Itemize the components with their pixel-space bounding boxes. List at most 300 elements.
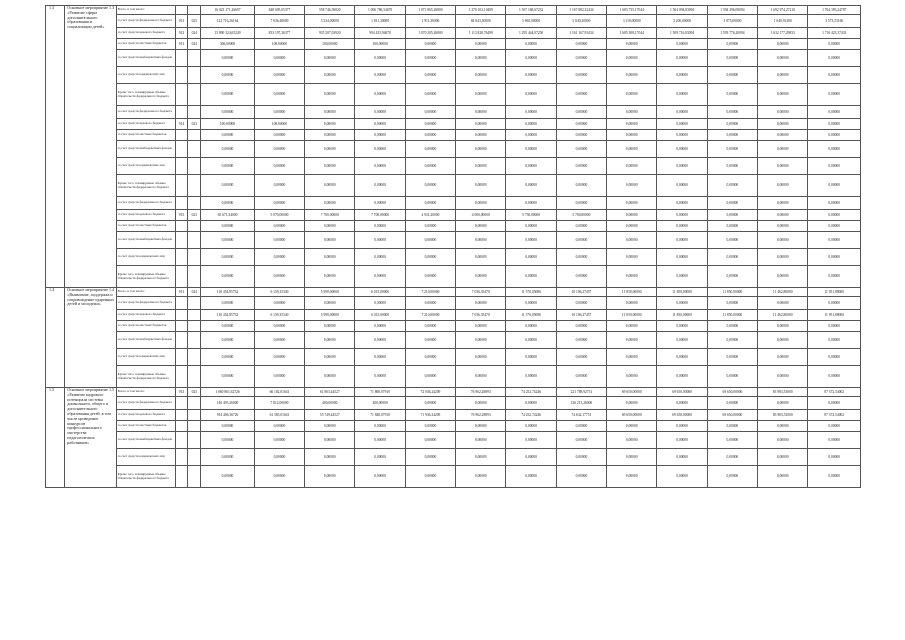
- year-value-cell: 0,00000: [657, 466, 707, 488]
- grbs-code: 913: [175, 15, 188, 28]
- year-value-cell: 7 812,00000: [254, 397, 304, 410]
- year-value-cell: 0,00000: [405, 432, 455, 449]
- year-value-cell: 0,00000: [758, 432, 808, 449]
- year-value-cell: 0,00000: [758, 466, 808, 488]
- year-value-cell: 0,00000: [707, 84, 757, 106]
- year-value-cell: 0,00000: [355, 141, 405, 158]
- year-value-cell: 5 990,00000: [305, 310, 355, 321]
- year-value-cell: 0,00000: [355, 106, 405, 119]
- year-value-cell: 0,00000: [758, 266, 808, 288]
- grbs-code: [175, 397, 188, 410]
- total-value-cell: 0,00000: [201, 432, 255, 449]
- total-value-cell: 110 454,85732: [201, 288, 255, 297]
- total-value-cell: 0,00000: [201, 249, 255, 266]
- year-value-cell: 0,00000: [456, 106, 506, 119]
- total-value-cell: 110 454,85732: [201, 310, 255, 321]
- year-value-cell: 1 911,30000: [405, 15, 455, 28]
- year-value-cell: 0,00000: [707, 449, 757, 466]
- year-value-cell: 0,00000: [405, 141, 455, 158]
- year-value-cell: 0,00000: [808, 397, 861, 410]
- section-title: Основное мероприятие 1.3 «Развитие сферы дополнительного образования и социализации детей»: [65, 6, 116, 288]
- year-value-cell: 61 385,01641: [254, 410, 304, 421]
- year-value-cell: 0,00000: [556, 332, 606, 349]
- year-value-cell: 0,00000: [254, 449, 304, 466]
- year-value-cell: 0,00000: [254, 221, 304, 232]
- year-value-cell: 0,00000: [707, 175, 757, 197]
- year-value-cell: 0,00000: [305, 158, 355, 175]
- section-code: [188, 266, 201, 288]
- year-value-cell: 0,00000: [808, 366, 861, 388]
- year-value-cell: 0,00000: [405, 119, 455, 130]
- year-value-cell: 0,00000: [355, 321, 405, 332]
- table-row: [46, 67, 861, 84]
- funding-source-label: за счет средств федерального бюджета: [116, 15, 175, 28]
- year-value-cell: 69 650,00000: [657, 410, 707, 421]
- year-value-cell: 0,00000: [456, 119, 506, 130]
- year-value-cell: 0,00000: [707, 266, 757, 288]
- year-value-cell: 0,00000: [355, 332, 405, 349]
- year-value-cell: 0,00000: [607, 221, 657, 232]
- section-code: [188, 50, 201, 67]
- year-value-cell: 0,00000: [808, 84, 861, 106]
- funding-source-label: за счет средств местных бюджетов: [116, 321, 175, 332]
- year-value-cell: 0,00000: [456, 349, 506, 366]
- year-value-cell: 0,00000: [758, 232, 808, 249]
- year-value-cell: 0,00000: [808, 197, 861, 210]
- table-row: [46, 119, 861, 130]
- year-value-cell: 0,00000: [707, 432, 757, 449]
- year-value-cell: 0,00000: [657, 266, 707, 288]
- total-value-cell: 0,00000: [201, 197, 255, 210]
- grbs-code: [175, 410, 188, 421]
- year-value-cell: 0,00000: [355, 67, 405, 84]
- year-value-cell: 3 875,00000: [707, 15, 757, 28]
- year-value-cell: 71 848,07910: [355, 410, 405, 421]
- table-row: [46, 297, 861, 310]
- funding-source-label: за счет средств юридических лиц: [116, 349, 175, 366]
- year-value-cell: 1 811,30000: [355, 15, 405, 28]
- section-index: 1.3: [46, 6, 65, 288]
- year-value-cell: 0,00000: [456, 366, 506, 388]
- funding-source-label: за счет средств федерального бюджета: [116, 297, 175, 310]
- year-value-cell: 7 700,00000: [355, 210, 405, 221]
- year-value-cell: 0,00000: [355, 266, 405, 288]
- funding-source-label: за счет средств внебюджетных фондов: [116, 50, 175, 67]
- year-value-cell: 0,00000: [808, 466, 861, 488]
- year-value-cell: 0,00000: [405, 332, 455, 349]
- year-value-cell: 0,00000: [506, 397, 556, 410]
- section-code: 023: [188, 119, 201, 130]
- funding-source-label: за счет средств местных бюджетов: [116, 39, 175, 50]
- year-value-cell: 0,00000: [355, 349, 405, 366]
- year-value-cell: 0,00000: [254, 321, 304, 332]
- total-value-cell: 0,00000: [201, 232, 255, 249]
- funding-source-label: за счет средств краевого бюджета: [116, 210, 175, 221]
- table-row: [46, 28, 861, 39]
- year-value-cell: 0,00000: [607, 397, 657, 410]
- year-value-cell: 0,00000: [305, 421, 355, 432]
- section-code: 024: [188, 288, 201, 297]
- year-value-cell: 0,00000: [707, 332, 757, 349]
- table-row: [46, 366, 861, 388]
- year-value-cell: 0,00000: [355, 119, 405, 130]
- year-value-cell: 0,00000: [556, 366, 606, 388]
- year-value-cell: 0,00000: [657, 421, 707, 432]
- table-row: [46, 106, 861, 119]
- year-value-cell: 0,00000: [707, 349, 757, 366]
- year-value-cell: 0,00000: [607, 366, 657, 388]
- year-value-cell: 0,00000: [556, 466, 606, 488]
- year-value-cell: 0,00000: [758, 397, 808, 410]
- year-value-cell: 0,00000: [556, 266, 606, 288]
- year-value-cell: 0,00000: [305, 50, 355, 67]
- funding-source-label: Всего, в том числе:: [116, 288, 175, 297]
- funding-source-label: за счет средств краевого бюджета: [116, 410, 175, 421]
- year-value-cell: 11 850,00000: [607, 288, 657, 297]
- funding-source-label: за счет средств федерального бюджета: [116, 197, 175, 210]
- year-value-cell: 1 685 308,17044: [607, 28, 657, 39]
- year-value-cell: 0,00000: [254, 141, 304, 158]
- year-value-cell: 0,00000: [808, 130, 861, 141]
- funding-source-label: за счет средств внебюджетных фондов: [116, 141, 175, 158]
- section-code: [188, 232, 201, 249]
- year-value-cell: 11 570,05086: [506, 310, 556, 321]
- table-row: [46, 466, 861, 488]
- table-row: [46, 249, 861, 266]
- year-value-cell: 1 683 735,17044: [607, 6, 657, 15]
- year-value-cell: 0,00000: [405, 158, 455, 175]
- year-value-cell: 1 716 423,37433: [808, 28, 861, 39]
- section-code: [188, 175, 201, 197]
- year-value-cell: 0,00000: [456, 397, 506, 410]
- year-value-cell: 0,00000: [607, 249, 657, 266]
- year-value-cell: 100,00000: [254, 119, 304, 130]
- year-value-cell: 0,00000: [506, 266, 556, 288]
- year-value-cell: 0,00000: [808, 421, 861, 432]
- total-value-cell: 0,00000: [201, 106, 255, 119]
- year-value-cell: 0,00000: [758, 366, 808, 388]
- section-code: [188, 310, 201, 321]
- year-value-cell: 0,00000: [657, 349, 707, 366]
- year-value-cell: 1 161 167,93434: [556, 28, 606, 39]
- total-value-cell: 65 671,34000: [201, 210, 255, 221]
- year-value-cell: 7 636,48000: [254, 15, 304, 28]
- year-value-cell: 0,00000: [657, 39, 707, 50]
- year-value-cell: 11 850,00000: [707, 310, 757, 321]
- table-row: [46, 158, 861, 175]
- year-value-cell: 6 015,00000: [355, 310, 405, 321]
- total-value-cell: 15 890 324,65249: [201, 28, 255, 39]
- year-value-cell: 0,00000: [506, 297, 556, 310]
- table-row: [46, 197, 861, 210]
- year-value-cell: 0,00000: [607, 158, 657, 175]
- year-value-cell: 100,00000: [305, 39, 355, 50]
- table-row: [46, 449, 861, 466]
- year-value-cell: 558 746,56820: [305, 6, 355, 15]
- year-value-cell: 7 036,35470: [456, 310, 506, 321]
- year-value-cell: 0,00000: [657, 366, 707, 388]
- year-value-cell: 0,00000: [254, 67, 304, 84]
- year-value-cell: 69 650,00000: [607, 388, 657, 397]
- grbs-code: [175, 310, 188, 321]
- year-value-cell: 400,00000: [355, 397, 405, 410]
- year-value-cell: 0,00000: [707, 106, 757, 119]
- year-value-cell: 0,00000: [456, 332, 506, 349]
- year-value-cell: 0,00000: [305, 84, 355, 106]
- funding-source-label: за счет средств внебюджетных фондов: [116, 232, 175, 249]
- year-value-cell: 0,00000: [556, 232, 606, 249]
- section-code: 023: [188, 15, 201, 28]
- year-value-cell: 0,00000: [355, 50, 405, 67]
- year-value-cell: 0,00000: [607, 349, 657, 366]
- year-value-cell: 0,00000: [707, 466, 757, 488]
- year-value-cell: 0,00000: [657, 175, 707, 197]
- total-value-cell: 0,00000: [201, 421, 255, 432]
- year-value-cell: 0,00000: [808, 449, 861, 466]
- year-value-cell: 0,00000: [607, 175, 657, 197]
- year-value-cell: 7 036,35470: [456, 288, 506, 297]
- total-value-cell: 122 716,26164: [201, 15, 255, 28]
- year-value-cell: 0,00000: [808, 106, 861, 119]
- year-value-cell: 0,00000: [758, 50, 808, 67]
- table-row: [46, 50, 861, 67]
- year-value-cell: 0,00000: [355, 432, 405, 449]
- year-value-cell: 11 850,00000: [657, 310, 707, 321]
- year-value-cell: 0,00000: [758, 119, 808, 130]
- year-value-cell: 0,00000: [355, 449, 405, 466]
- year-value-cell: 0,00000: [758, 106, 808, 119]
- budget-table-body: [46, 6, 861, 488]
- grbs-code: [175, 130, 188, 141]
- section-code: [188, 141, 201, 158]
- year-value-cell: 0,00000: [254, 158, 304, 175]
- year-value-cell: 0,00000: [707, 249, 757, 266]
- year-value-cell: 0,00000: [254, 175, 304, 197]
- year-value-cell: 74 252,74246: [506, 388, 556, 397]
- year-value-cell: 0,00000: [405, 397, 455, 410]
- year-value-cell: 0,00000: [707, 39, 757, 50]
- grbs-code: [175, 50, 188, 67]
- year-value-cell: 0,00000: [456, 249, 506, 266]
- table-row: [46, 232, 861, 249]
- year-value-cell: 1 594 296,00094: [707, 6, 757, 15]
- year-value-cell: 11 462,80000: [758, 288, 808, 297]
- year-value-cell: 0,00000: [355, 130, 405, 141]
- year-value-cell: 0,00000: [456, 130, 506, 141]
- year-value-cell: 0,00000: [305, 175, 355, 197]
- grbs-code: [175, 6, 188, 15]
- year-value-cell: 0,00000: [405, 349, 455, 366]
- year-value-cell: 0,00000: [305, 332, 355, 349]
- funding-source-label: за счет средств федерального бюджета: [116, 106, 175, 119]
- funding-source-label: Всего, в том числе:: [116, 388, 175, 397]
- total-value-cell: 0,00000: [201, 84, 255, 106]
- year-value-cell: 0,00000: [707, 366, 757, 388]
- year-value-cell: 0,00000: [506, 158, 556, 175]
- grbs-code: [175, 175, 188, 197]
- year-value-cell: 0,00000: [305, 221, 355, 232]
- year-value-cell: 0,00000: [506, 366, 556, 388]
- section-code: [188, 410, 201, 421]
- year-value-cell: 76 962,28893: [456, 410, 506, 421]
- year-value-cell: 0,00000: [506, 141, 556, 158]
- year-value-cell: 0,00000: [607, 130, 657, 141]
- year-value-cell: 0,00000: [506, 106, 556, 119]
- year-value-cell: 0,00000: [607, 210, 657, 221]
- year-value-cell: 0,00000: [456, 197, 506, 210]
- year-value-cell: 0,00000: [456, 50, 506, 67]
- year-value-cell: 0,00000: [657, 197, 707, 210]
- table-row: [46, 39, 861, 50]
- year-value-cell: 0,00000: [707, 197, 757, 210]
- year-value-cell: 0,00000: [657, 50, 707, 67]
- total-value-cell: 0,00000: [201, 67, 255, 84]
- year-value-cell: 74 252,74246: [506, 410, 556, 421]
- year-value-cell: 0,00000: [456, 84, 506, 106]
- year-value-cell: 0,00000: [254, 421, 304, 432]
- year-value-cell: 5 070,00000: [254, 210, 304, 221]
- year-value-cell: 55 749,44527: [305, 410, 355, 421]
- section-code: [188, 130, 201, 141]
- grbs-code: [175, 249, 188, 266]
- year-value-cell: 0,00000: [305, 197, 355, 210]
- year-value-cell: 0,00000: [405, 197, 455, 210]
- year-value-cell: 0,00000: [506, 249, 556, 266]
- year-value-cell: 69 650,00000: [657, 388, 707, 397]
- section-code: 024: [188, 39, 201, 50]
- section-code: [188, 84, 201, 106]
- grbs-code: [175, 158, 188, 175]
- section-index: 1.4: [46, 288, 65, 388]
- section-title: Основное мероприятие 1.5 «Развитие кадрового потенциала системы дошкольного, общего и дополнительного образования детей, в том числе проведение конкурсов профессионального мастерства педагогических работников»: [65, 388, 116, 488]
- year-value-cell: 0,00000: [456, 221, 506, 232]
- year-value-cell: 0,00000: [556, 249, 606, 266]
- year-value-cell: 0,00000: [707, 321, 757, 332]
- year-value-cell: 400,00000: [305, 397, 355, 410]
- year-value-cell: 0,00000: [758, 175, 808, 197]
- year-value-cell: 0,00000: [707, 50, 757, 67]
- section-code: [188, 466, 201, 488]
- year-value-cell: 0,00000: [657, 397, 707, 410]
- year-value-cell: 0,00000: [254, 130, 304, 141]
- year-value-cell: 0,00000: [758, 221, 808, 232]
- year-value-cell: 0,00000: [758, 321, 808, 332]
- year-value-cell: 0,00000: [456, 266, 506, 288]
- year-value-cell: 0,00000: [405, 106, 455, 119]
- year-value-cell: 0,00000: [355, 84, 405, 106]
- grbs-code: [175, 321, 188, 332]
- year-value-cell: 0,00000: [506, 130, 556, 141]
- funding-source-label: за счет средств внебюджетных фондов: [116, 332, 175, 349]
- year-value-cell: 221 788,92751: [556, 388, 606, 397]
- year-value-cell: 11 850,00000: [707, 288, 757, 297]
- year-value-cell: 0,00000: [355, 249, 405, 266]
- year-value-cell: 4 000,00000: [456, 210, 506, 221]
- year-value-cell: 0,00000: [758, 297, 808, 310]
- year-value-cell: 0,00000: [657, 158, 707, 175]
- year-value-cell: 6 159,35340: [254, 310, 304, 321]
- year-value-cell: 5 700,00000: [556, 210, 606, 221]
- table-row: [46, 288, 861, 297]
- year-value-cell: 0,00000: [405, 297, 455, 310]
- year-value-cell: 1 270 102,10499: [456, 6, 506, 15]
- funding-source-label: за счет средств внебюджетных фондов: [116, 432, 175, 449]
- year-value-cell: 0,00000: [707, 221, 757, 232]
- year-value-cell: 0,00000: [405, 39, 455, 50]
- total-value-cell: 0,00000: [201, 175, 255, 197]
- year-value-cell: 0,00000: [707, 141, 757, 158]
- year-value-cell: 84 843,30000: [456, 15, 506, 28]
- year-value-cell: 0,00000: [657, 297, 707, 310]
- year-value-cell: 0,00000: [254, 249, 304, 266]
- year-value-cell: 0,00000: [305, 67, 355, 84]
- year-value-cell: 0,00000: [254, 297, 304, 310]
- year-value-cell: 1 167 882,32434: [556, 6, 606, 15]
- year-value-cell: 5 040,30000: [556, 15, 606, 28]
- year-value-cell: 0,00000: [254, 106, 304, 119]
- grbs-code: 913: [175, 288, 188, 297]
- funding-source-label: за счет средств краевого бюджета: [116, 310, 175, 321]
- year-value-cell: 0,00000: [405, 449, 455, 466]
- grbs-code: [175, 221, 188, 232]
- section-code: [188, 397, 201, 410]
- funding-source-label: за счет средств юридических лиц: [116, 449, 175, 466]
- year-value-cell: 6 159,35340: [254, 288, 304, 297]
- year-value-cell: 7 210,00000: [405, 288, 455, 297]
- year-value-cell: 0,00000: [506, 39, 556, 50]
- year-value-cell: 0,00000: [657, 249, 707, 266]
- year-value-cell: 0,00000: [355, 366, 405, 388]
- table-row: [46, 141, 861, 158]
- year-value-cell: 69 650,00000: [707, 410, 757, 421]
- year-value-cell: 0,00000: [456, 67, 506, 84]
- year-value-cell: 0,00000: [556, 432, 606, 449]
- year-value-cell: 0,00000: [808, 67, 861, 84]
- year-value-cell: 5 990,00000: [305, 288, 355, 297]
- year-value-cell: 0,00000: [556, 141, 606, 158]
- funding-source-label: Кроме того, планируемые объемы обязательств федерального бюджета: [116, 84, 175, 106]
- year-value-cell: 0,00000: [254, 349, 304, 366]
- grbs-code: [175, 67, 188, 84]
- year-value-cell: 0,00000: [657, 119, 707, 130]
- year-value-cell: 0,00000: [758, 449, 808, 466]
- year-value-cell: 1 593 776,20094: [707, 28, 757, 39]
- year-value-cell: 0,00000: [456, 321, 506, 332]
- year-value-cell: 0,00000: [305, 141, 355, 158]
- section-code: [188, 106, 201, 119]
- year-value-cell: 4 931,20000: [405, 210, 455, 221]
- grbs-code: [175, 366, 188, 388]
- year-value-cell: 0,00000: [808, 332, 861, 349]
- year-value-cell: 0,00000: [254, 197, 304, 210]
- year-value-cell: 136 213,26000: [556, 397, 606, 410]
- year-value-cell: 0,00000: [456, 421, 506, 432]
- year-value-cell: 0,00000: [506, 232, 556, 249]
- year-value-cell: 0,00000: [556, 39, 606, 50]
- year-value-cell: 0,00000: [305, 432, 355, 449]
- total-value-cell: 0,00000: [201, 321, 255, 332]
- year-value-cell: 0,00000: [305, 449, 355, 466]
- year-value-cell: 0,00000: [758, 39, 808, 50]
- year-value-cell: 66 182,01641: [254, 388, 304, 397]
- year-value-cell: 0,00000: [456, 39, 506, 50]
- year-value-cell: 0,00000: [607, 106, 657, 119]
- year-value-cell: 0,00000: [657, 449, 707, 466]
- total-value-cell: 0,00000: [201, 366, 255, 388]
- section-code: [188, 349, 201, 366]
- year-value-cell: 0,00000: [405, 266, 455, 288]
- year-value-cell: 0,00000: [254, 332, 304, 349]
